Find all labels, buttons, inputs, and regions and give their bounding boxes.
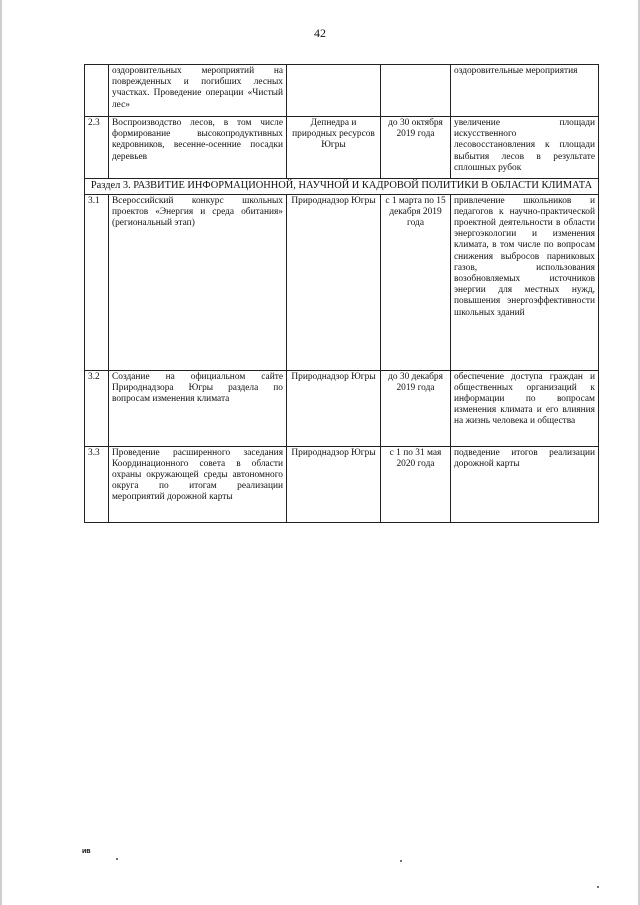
row-number bbox=[85, 65, 109, 117]
table-row-2-3 bbox=[85, 117, 599, 179]
row-result: подведение итогов реализации дорожной карты bbox=[451, 446, 599, 522]
scan-speck bbox=[597, 886, 599, 888]
row-result: привлечение школьников и педагогов к научно-практической проектной деятельности в области энергоэкологии и изменения климата, в том числе по вопросам снижения выбросов парниковых газов, использования возобновляемых источников энергии для местных нужд, повышения энергоэффективности школьных зданий bbox=[451, 194, 599, 370]
table-row-3-3 bbox=[85, 446, 599, 522]
row-result: увеличение площади искусственного лесовосстановления к площади выбытия лесов в результате сплошных рубок bbox=[451, 117, 599, 179]
row-term: до 30 декабря 2019 года bbox=[381, 370, 451, 446]
row-result: оздоровительные мероприятия bbox=[451, 65, 599, 117]
row-term: с 1 марта по 15 декабря 2019 года bbox=[381, 194, 451, 370]
scan-speck bbox=[116, 858, 118, 860]
row-responsible: Природнадзор Югры bbox=[287, 370, 381, 446]
row-responsible bbox=[287, 65, 381, 117]
page-number: 42 bbox=[314, 26, 326, 40]
row-activity: Всероссийский конкурс школьных проектов «Энергия и среда обитания» (региональный этап) bbox=[109, 194, 287, 370]
scan-left-edge bbox=[0, 0, 2, 905]
section-3-title: Раздел 3. РАЗВИТИЕ ИНФОРМАЦИОННОЙ, НАУЧНОЙ И КАДРОВОЙ ПОЛИТИКИ В ОБЛАСТИ КЛИМАТА bbox=[85, 179, 599, 195]
row-activity: Воспроизводство лесов, в том числе формирование высокопродуктивных кедровников, весенне-осенние посадки деревьев bbox=[109, 117, 287, 179]
row-term: до 30 октября 2019 года bbox=[381, 117, 451, 179]
table-row-3-1 bbox=[85, 194, 599, 370]
table-row-3-2 bbox=[85, 370, 599, 446]
row-number: 2.3 bbox=[85, 117, 109, 179]
row-activity: оздоровительных мероприятий на поврежденных и погибших лесных участках. Проведение операции «Чистый лес» bbox=[109, 65, 287, 117]
row-number: 3.3 bbox=[85, 446, 109, 522]
row-activity: Проведение расширенного заседания Координационного совета в области охраны окружающей среды автономного округа по итогам реализации мероприятий дорожной карты bbox=[109, 446, 287, 522]
row-number: 3.1 bbox=[85, 194, 109, 370]
scan-speck bbox=[400, 860, 402, 862]
row-term: с 1 по 31 мая 2020 года bbox=[381, 446, 451, 522]
row-responsible: Природнадзор Югры bbox=[287, 194, 381, 370]
row-responsible: Природнадзор Югры bbox=[287, 446, 381, 522]
footer-code: ив bbox=[82, 848, 91, 855]
row-result: обеспечение доступа граждан и общественных организаций к информации по вопросам изменения климата и его влияния на жизнь человека и общества bbox=[451, 370, 599, 446]
row-number: 3.2 bbox=[85, 370, 109, 446]
section-3-header-row bbox=[85, 179, 599, 195]
row-term bbox=[381, 65, 451, 117]
action-plan-table bbox=[84, 64, 599, 523]
table-row-continuation bbox=[85, 65, 599, 117]
row-responsible: Депнедра и природных ресурсов Югры bbox=[287, 117, 381, 179]
row-activity: Создание на официальном сайте Природнадзора Югры раздела по вопросам изменения климата bbox=[109, 370, 287, 446]
